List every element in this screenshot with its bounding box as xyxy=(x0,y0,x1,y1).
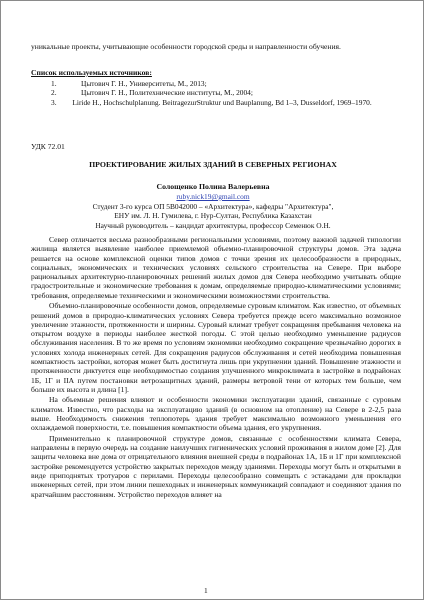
references-title: Список используемых источников: xyxy=(31,68,152,77)
author-name: Солощенко Полина Валерьевна xyxy=(156,182,270,191)
author-email-link[interactable]: ruby.nick19@gmail.com xyxy=(176,192,250,201)
supervisor-line: Научный руководитель – кандидат архитектуры, профессор Семенюк О.Н. xyxy=(95,220,331,230)
body-paragraph: На объемные решения влияют и особенности экономики эксплуатации зданий, связанные с суровым климатом. Известно, что расходы на эксплуатацию зданий (в основном на отопление) на Севере в 2-2,5 раза выше. Необходимость снижения теплопотерь здания требует максимально возможного уменьшения его охлаждаемой поверхности, т.е. повышения компактности объема здания, его укрупнения. xyxy=(31,395,401,433)
udk-code: УДК 72.01 xyxy=(31,142,65,151)
body-paragraph: Применительно к планировочной структуре домов, связанные с особенностями климата Севера, направлены в первую очередь на создание наилучших гигиенических условий проживания в жилом доме [2]. Для защиты человека вне дома от отрицательного влияния внешней среды в подрайонах 1А, 1Б и 1Г при комплексной застройке рекомендуется устройство закрытых переходов между зданиями. Переходы могут быть и открытыми в виде приподнятых тротуаров с перилами. Переходы целесообразно совмещать с эстакадами для прокладки инженерных сетей, при этом линии пешеходных и инженерных коммуникаций совпадают и соединяют здания по кратчайшим расстояниям. Устройство переходов влияет на xyxy=(31,433,401,499)
affiliation-line: Студент 3-го курса ОП 5В042000 – «Архитектура», кафедры "Архитектура", xyxy=(92,201,334,211)
reference-number: 2. xyxy=(51,88,57,98)
affiliation-line: ЕНУ им. Л. Н. Гумилева, г. Нур-Султан, Республика Казахстан xyxy=(114,211,312,221)
reference-item xyxy=(31,79,401,88)
article-body xyxy=(31,235,401,500)
reference-text: Цытович Г. Н., Университеты, М., 2013; xyxy=(81,79,207,88)
reference-text: Liride H., Hochschulplanung. BeitrаgezurStruktur und Bauplanung, Bd 1–3, Dusseldorf, 1969–1970. xyxy=(72,97,372,107)
carry-over-text: уникальные проекты, учитывающие особенности городской среды и направленности обучения. xyxy=(31,42,341,51)
reference-text: Цытович Г. Н., Политехнические институты, М., 2004; xyxy=(81,88,253,98)
reference-number: 3. xyxy=(51,97,57,107)
page-number: 1 xyxy=(204,586,208,595)
body-paragraph: Объемно-планировочные особенности домов, определяемые суровым климатом. Как известно, от объемных решений домов в природно-климатических условиях Севера требуется прежде всего максимально возможное увеличение этажности, протяженности и ширины. Суровый климат требует сокращения пребывания человека на открытом воздухе в периоды наиболее жесткой погоды. С этой целью необходимо уменьшение радиусов обслуживания населения. В то же время по условиям экономики необходимо сокращение чрезвычайно дорогих в условиях холода инженерных сетей. Для сокращения радиусов обслуживания и сетей необходима повышенная компактность застройки, которая может быть достигнута лишь при укрупнении зданий. Повышение этажности и протяженности диктуется еще необходимостью создания улучшенного микроклимата в застройке в подрайонах 1Б, 1Г и IIА путем постановки ветрозащитных зданий, размеры ветровой тени от которых тем больше, чем больше их высота и длина [1]. xyxy=(31,301,401,394)
references-list xyxy=(31,79,401,107)
author-affiliation xyxy=(1,192,424,230)
reference-item xyxy=(31,88,401,97)
body-paragraph: Север отличается весьма разнообразными региональными условиями, поэтому важной задачей типологии жилища является выявление наиболее приемлемой объемно-планировочной структуры домов. Эта задача решается на основе комплексной оценки типов домов с точки зрения их целесообразности в природных, социальных, экономических и технических условиях сельского строительства на Севере. При выборе рациональных архитектурно-планировочных решений жилых домов для Севера необходимо учитывать общие градостроительные и экономические требования к домам, определяемые природно-климатическими условиями; требования, определяемые техническими и экономическими возможностями строительства. xyxy=(31,235,401,300)
reference-item xyxy=(31,98,401,107)
reference-number: 1. xyxy=(51,79,57,88)
article-title: ПРОЕКТИРОВАНИЕ ЖИЛЫХ ЗДАНИЙ В СЕВЕРНЫХ РЕГИОНАХ xyxy=(89,160,337,169)
